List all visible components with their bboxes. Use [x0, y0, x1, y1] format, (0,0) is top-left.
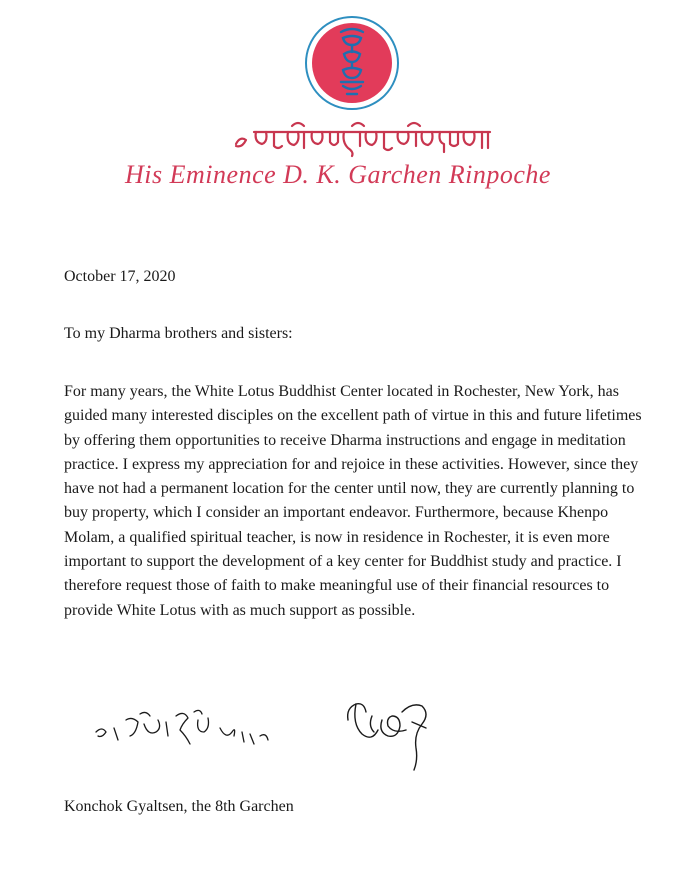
signatory-name: Konchok Gyaltsen, the 8th Garchen	[64, 798, 294, 815]
letter-body: For many years, the White Lotus Buddhist Center located in Rochester, New York, has guided many interested disciples on the excellent path of virtue in this and future lifetimes by offering them opportunities to receive Dharma instructions and engage in meditation practice. I express my appreciation for and rejoice in these activities. However, since they have not had a permanent location for the center until now, they are currently planning to buy property, which I consider an important endeavor. Furthermore, because Khenpo Molam, a qualified spiritual teacher, is now in residence in Rochester, it is even more important to support the development of a key center for Buddhist study and practice. I therefore request those of faith to make meaningful use of their financial resources to provide White Lotus with as much support as possible.	[64, 383, 642, 619]
letterhead-name: His Eminence D. K. Garchen Rinpoche	[125, 160, 551, 189]
letter-date: October 17, 2020	[64, 268, 176, 285]
letterhead-seal	[303, 14, 401, 112]
tibetan-letterhead-script	[232, 118, 492, 158]
letter-salutation: To my Dharma brothers and sisters:	[64, 325, 293, 342]
tibetan-signature-icon	[92, 706, 272, 756]
handwritten-signature-icon	[342, 690, 438, 774]
